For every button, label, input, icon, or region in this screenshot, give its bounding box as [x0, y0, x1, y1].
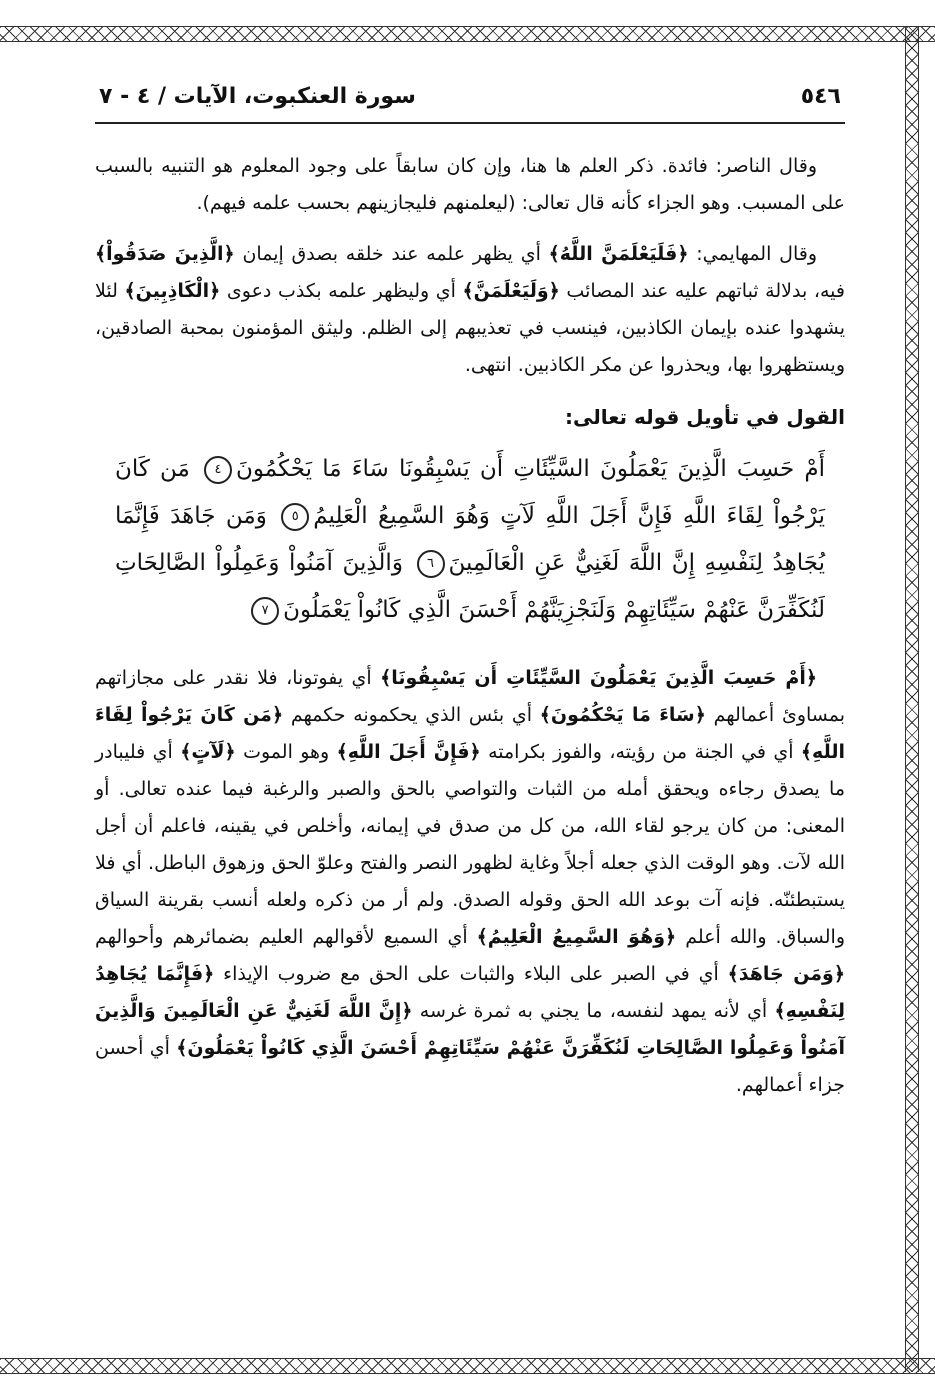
verse-number-marker: ٦: [417, 550, 445, 578]
paragraph-mahayimi: [95, 236, 845, 384]
text-span: أي لأنه يمهد لنفسه، ما يجني به ثمرة غرسه: [412, 1000, 775, 1022]
paragraph-tafsir: [95, 660, 845, 1104]
text-span: أي أحسن جزاء أعمالهم.: [95, 1037, 845, 1096]
text-span: أي في الصبر على البلاء والثبات على الحق مع ضروب الإيذاء: [214, 963, 728, 985]
body-text: [95, 148, 845, 1104]
verse-number-marker: ٧: [251, 597, 279, 625]
ornamental-border-right: [905, 26, 919, 1372]
text-span: أي يظهر علمه عند خلقه بصدق إيمان: [234, 243, 549, 265]
quran-quote: ﴿فَإِنَّ أَجَلَ اللَّهِ﴾: [336, 741, 481, 763]
page-content: [95, 78, 845, 1104]
verse-text: مَن كَانَ يَرْجُواْ لِقَاءَ اللَّهِ فَإِنَّ أَجَلَ اللَّهِ لَآتٍ وَهُوَ السَّمِيعُ الْعَلِيمُ: [115, 456, 825, 529]
text-span: فيه، بدلالة ثباتهم عليه عند المصائب: [559, 280, 845, 302]
quran-quote: ﴿الْكَاذِبِينَ﴾: [124, 280, 221, 302]
quran-quote: ﴿الَّذِينَ صَدَقُواْ﴾: [95, 243, 235, 265]
paragraph-nasir: وقال الناصر: فائدة. ذكر العلم ها هنا، وإن كان سابقاً على وجود المعلوم هو التنبيه بالسبب على المسبب. وهو الجزاء كأنه قال تعالى: (ليعلمنهم فليجازينهم بحسب علمه فيهم).: [95, 155, 845, 214]
text-span: أي السميع لأقوالهم العليم بضمائرهم وأحوالهم: [95, 926, 477, 948]
text-span: لئلا يشهدوا عنده بإيمان الكاذبين، فينسب في تعذيبهم إلى الظلم. وليثق المؤمنون بمحبة الصادقين، ويستظهروا بها، ويحذروا عن مكر الكاذبين. انتهى.: [95, 280, 845, 376]
verse-number-marker: ٤: [204, 456, 232, 484]
ornamental-border-bottom: [0, 1358, 935, 1374]
sura-title: سورة العنكبوت، الآيات / ٤ - ٧: [99, 84, 416, 109]
quran-quote: ﴿مَن كَانَ يَرْجُواْ لِقَاءَ اللَّهِ﴾: [95, 704, 845, 763]
page-header: [95, 78, 845, 124]
quran-quote: ﴿أَمْ حَسِبَ الَّذِينَ يَعْمَلُونَ السَّيِّئَاتِ أَن يَسْبِقُونَا﴾: [380, 667, 817, 689]
quran-quote: ﴿وَلَيَعْلَمَنَّ﴾: [462, 280, 560, 302]
text-span: وهو الموت: [235, 741, 337, 763]
page-number: ٥٤٦: [800, 84, 841, 109]
section-heading: القول في تأويل قوله تعالى:: [565, 405, 845, 429]
verse-text: وَمَن جَاهَدَ فَإِنَّمَا يُجَاهِدُ لِنَفْسِهِ إِنَّ اللَّهَ لَغَنِيٌّ عَنِ الْعَالَمِينَ: [115, 503, 825, 576]
ornamental-border-top: [0, 26, 935, 42]
text-span: أي بئس الذي يحكمونه حكمهم: [283, 704, 540, 726]
quran-quote: ﴿سَاءَ مَا يَحْكُمُونَ﴾: [539, 704, 706, 726]
quran-quote: ﴿إِنَّ اللَّهَ لَغَنِيٌّ عَنِ الْعَالَمِينَ وَالَّذِينَ آمَنُواْ وَعَمِلُوا الصَّالِحَاتِ لَنُكَفِّرَنَّ عَنْهُمْ سَيِّئَاتِهِمْ أَحْسَنَ الَّذِي كَانُواْ يَعْمَلُونَ﴾: [95, 1000, 845, 1059]
text-span: أي في الجنة من رؤيته، والفوز بكرامته: [480, 741, 801, 763]
quran-quote: ﴿لَآتٍ﴾: [180, 741, 236, 763]
verse-number-marker: ٥: [281, 503, 309, 531]
verse-text: وَالَّذِينَ آمَنُواْ وَعَمِلُواْ الصَّالِحَاتِ لَنُكَفِّرَنَّ عَنْهُمْ سَيِّئَاتِهِمْ وَلَنَجْزِيَنَّهُمْ أَحْسَنَ الَّذِي كَانُواْ يَعْمَلُونَ: [115, 550, 825, 623]
verse-text: أَمْ حَسِبَ الَّذِينَ يَعْمَلُونَ السَّيِّئَاتِ أَن يَسْبِقُونَا سَاءَ مَا يَحْكُمُونَ: [236, 456, 825, 482]
text-span: وقال المهايمي:: [688, 243, 818, 265]
text-span: أي يفوتونا، فلا نقدر على مجازاتهم بمساوئ أعمالهم: [95, 667, 845, 726]
quran-quote: ﴿فَلَيَعْلَمَنَّ اللَّهُ﴾: [548, 243, 689, 265]
quran-quote: ﴿وَهُوَ السَّمِيعُ الْعَلِيمُ﴾: [476, 926, 677, 948]
text-span: أي فليبادر ما يصدق رجاءه ويحقق أمله من الثبات والتواصي بالحق والصبر والرغبة فيما عنده تعالى. أو المعنى: من كان يرجو لقاء الله، من كل من صدق في إيمانه، وأخلص في يقينه، فاعلم أن أجل الله لآت. وهو الوقت الذي جعله أجلاً وغاية لظهور النصر والفتح وعلوّ الحق وزهوق الباطل. أي فلا يستبطئنّه. فإنه آت بوعد الله الحق وقوله الصدق. ولم أر من ذكره ولعله أنسب بقرينة السياق والسباق. والله أعلم: [95, 741, 845, 948]
quran-quote: ﴿فَإِنَّمَا يُجَاهِدُ لِنَفْسِهِ﴾: [95, 963, 845, 1022]
quran-verses-block: [115, 446, 825, 634]
text-span: أي وليظهر علمه بكذب دعوى: [220, 280, 463, 302]
quran-quote: ﴿وَمَن جَاهَدَ﴾: [727, 963, 845, 985]
